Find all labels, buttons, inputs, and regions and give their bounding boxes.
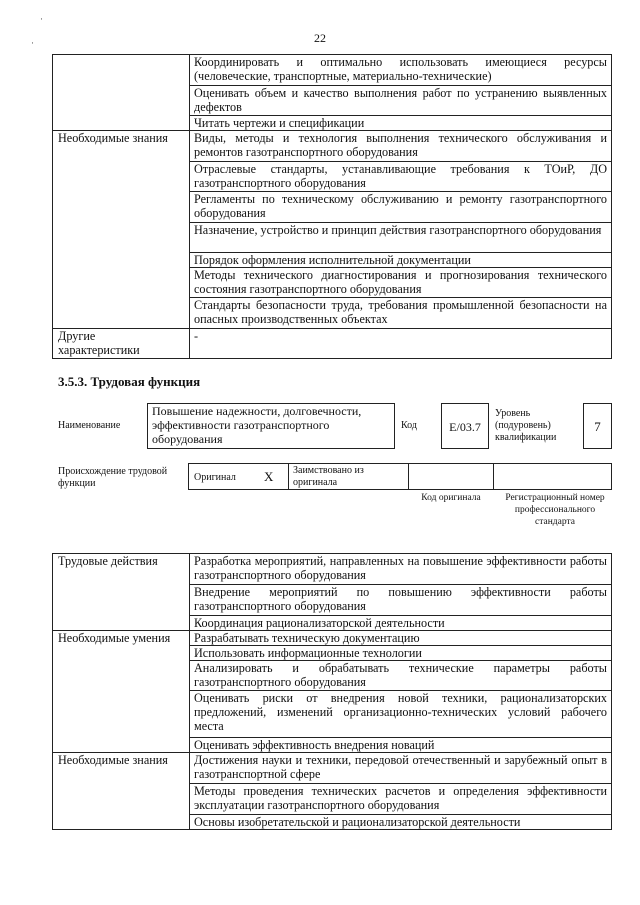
borrowed-label: Заимствовано из оригинала [293,465,364,488]
origin-divider [493,463,494,490]
requirement-item: Внедрение мероприятий по повышению эффективности работы газотранспортного оборудования [190,585,612,616]
requirement-item: Назначение, устройство и принцип действия газотранспортного оборудования [190,223,612,253]
category-cell: Необходимые умения [53,631,190,753]
category-cell: Необходимые знания [53,753,190,830]
requirement-item: Порядок оформления исполнительной документации [190,253,612,268]
requirement-item: Использовать информационные технологии [190,646,612,661]
requirement-item: Координировать и оптимально использовать имеющиеся ресурсы (человеческие, транспортные, материально-технические) [190,55,612,86]
table-row [53,131,612,162]
requirement-item: Оценивать риски от внедрения новой техники, рационализаторских предложений, изменений организационно-технических условий рабочего места [190,691,612,738]
requirement-item: Основы изобретательской и рационализаторской деятельности [190,815,612,830]
reg-number-label: Регистрационный номер профессионального стандарта [505,493,605,527]
table-row [53,554,612,585]
table-row [53,329,612,359]
name-label: Наименование [58,420,121,431]
top-skills-table [52,54,612,359]
origin-divider [288,463,289,490]
original-label: Оригинал [194,472,236,483]
original-checkmark: X [264,469,274,484]
level-label: Уровень (подуровень) квалификации [495,408,557,443]
code-label: Код [401,420,417,431]
name-value: Повышение надежности, долговечности, эффективности газотранспортного оборудования [152,404,362,446]
category-cell [53,55,190,131]
level-value: 7 [594,419,601,434]
origin-label: Происхождение трудовой функции [58,466,168,489]
requirement-item: Оценивать объем и качество выполнения работ по устранению выявленных дефектов [190,86,612,116]
requirement-item: - [190,329,612,359]
requirement-item: Стандарты безопасности труда, требования промышленной безопасности на опасных производственных объектах [190,298,612,329]
requirement-item: Методы технического диагностирования и прогнозирования технического состояния газотранспортного оборудования [190,268,612,298]
scan-mark: · [31,38,34,48]
requirement-item: Методы проведения технических расчетов и определения эффективности эксплуатации газотранспортного оборудования [190,784,612,815]
table-row [53,631,612,646]
code-original-label: Код оригинала [421,493,481,503]
requirement-item: Разработка мероприятий, направленных на повышение эффективности работы газотранспортного оборудования [190,554,612,585]
requirement-item: Регламенты по техническому обслуживанию и ремонту газотранспортного оборудования [190,192,612,223]
requirement-item: Разрабатывать техническую документацию [190,631,612,646]
requirement-item: Достижения науки и техники, передовой отечественный и зарубежный опыт в газотранспортной сфере [190,753,612,784]
origin-divider [408,463,409,490]
requirement-item: Координация рационализаторской деятельности [190,616,612,631]
table-row [53,753,612,784]
requirement-item: Отраслевые стандарты, устанавливающие требования к ТОиР, ДО газотранспортного оборудования [190,162,612,192]
category-cell: Другие характеристики [53,329,190,359]
section-heading: 3.5.3. Трудовая функция [58,374,201,389]
table-row [53,55,612,86]
requirement-item: Виды, методы и технология выполнения технического обслуживания и ремонтов газотранспортного оборудования [190,131,612,162]
code-value: E/03.7 [449,420,481,434]
scan-mark: · [40,14,43,24]
category-cell: Необходимые знания [53,131,190,329]
category-cell: Трудовые действия [53,554,190,631]
requirement-item: Читать чертежи и спецификации [190,116,612,131]
requirement-item: Анализировать и обрабатывать технические параметры работы газотранспортного оборудования [190,661,612,691]
requirement-item: Оценивать эффективность внедрения новаций [190,738,612,753]
page-number: 22 [314,31,326,45]
function-details-table [52,553,612,830]
